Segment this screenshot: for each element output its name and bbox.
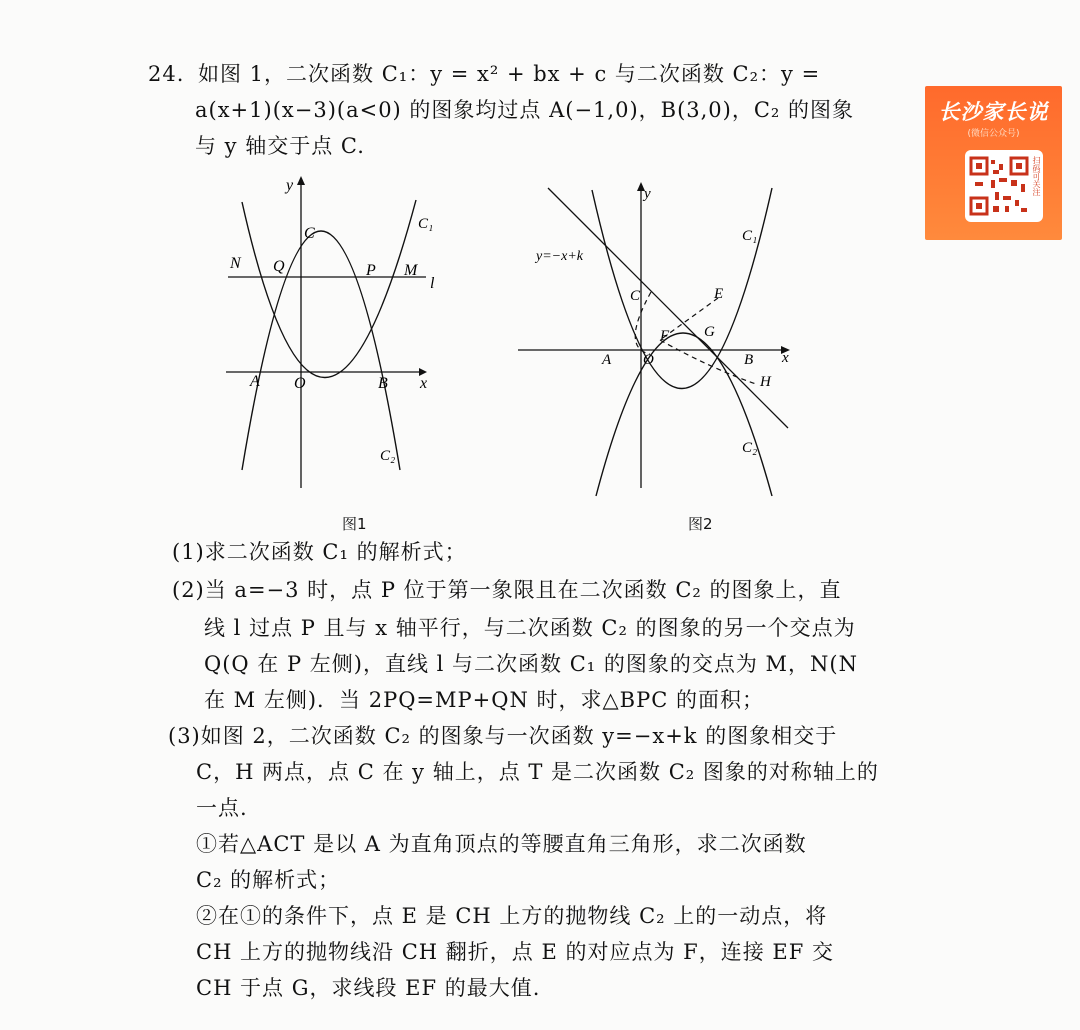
fig2-label-f: F: [660, 328, 670, 344]
question-3b-line3: CH 于点 G，求线段 EF 的最大值.: [196, 976, 541, 1000]
figure-1-caption: 图1: [342, 515, 367, 533]
question-3a-line2: C₂ 的解析式；: [196, 868, 341, 892]
fig1-label-a: A: [250, 373, 260, 390]
fig1-label-c: C: [304, 225, 315, 242]
problem-intro-line2: a(x+1)(x−3)(a<0) 的图象均过点 A(−1,0)，B(3,0)，C₂ 的图象: [195, 98, 855, 122]
badge-subtitle: (微信公众号): [967, 129, 1020, 139]
question-3b-line1: ②在①的条件下，点 E 是 CH 上方的抛物线 C₂ 上的一动点，将: [196, 904, 828, 928]
fig1-label-o: O: [294, 375, 306, 392]
fig1-y-arrow: [297, 176, 305, 185]
fig2-label-e: E: [714, 286, 724, 302]
fig2-label-c2: C₂: [742, 440, 758, 456]
fig1-parabola-c2: [242, 231, 400, 470]
question-3-line3: 一点.: [196, 796, 248, 820]
fig1-label-l: l: [430, 275, 435, 292]
question-1: (1)求二次函数 C₁ 的解析式；: [172, 540, 467, 564]
fig2-label-c: C: [630, 288, 641, 304]
wechat-badge[interactable]: [925, 86, 1062, 240]
fig1-label-m: M: [404, 262, 418, 279]
question-3-line1: (3)如图 2，二次函数 C₂ 的图象与一次函数 y=−x+k 的图象相交于: [168, 724, 838, 748]
fig2-label-b: B: [744, 352, 754, 368]
fig1-parabola-c1: [242, 200, 416, 378]
problem-intro-line3: 与 y 轴交于点 C.: [195, 134, 365, 158]
fig1-label-n: N: [230, 255, 241, 272]
figure-2: [510, 178, 810, 498]
fig1-label-c2: C₂: [380, 448, 396, 464]
figure-2-caption: 图2: [688, 515, 713, 533]
question-2-line1: (2)当 a=−3 时，点 P 位于第一象限且在二次函数 C₂ 的图象上，直: [172, 578, 842, 602]
question-3a-line1: ①若△ACT 是以 A 为直角顶点的等腰直角三角形，求二次函数: [196, 832, 807, 856]
fig1-label-y: y: [286, 177, 294, 194]
fig2-label-h: H: [760, 374, 771, 390]
fig2-line-ch: [548, 188, 788, 428]
fig2-label-c1: C₁: [742, 228, 758, 244]
fig2-line-label: y=−x+k: [536, 249, 583, 264]
fig1-label-b: B: [378, 375, 388, 392]
qr-code-icon[interactable]: [965, 150, 1043, 222]
fig2-label-a: A: [602, 352, 612, 368]
fig2-label-g: G: [704, 324, 715, 340]
problem-intro-line1: 如图 1，二次函数 C₁：y = x² + bx + c 与二次函数 C₂：y =: [198, 62, 821, 86]
figure-1: [220, 170, 460, 500]
fig1-label-x: x: [420, 375, 428, 392]
fig2-label-o: O: [643, 352, 654, 368]
question-3-line2: C，H 两点，点 C 在 y 轴上，点 T 是二次函数 C₂ 图象的对称轴上的: [196, 760, 879, 784]
fig1-label-p: P: [366, 262, 376, 279]
question-3b-line2: CH 上方的抛物线沿 CH 翻折，点 E 的对应点为 F，连接 EF 交: [196, 940, 834, 964]
question-2-line4: 在 M 左侧)．当 2PQ=MP+QN 时，求△BPC 的面积；: [204, 688, 764, 712]
fig1-label-c1: C₁: [418, 216, 434, 232]
question-2-line2: 线 l 过点 P 且与 x 轴平行，与二次函数 C₂ 的图象的另一个交点为: [204, 616, 856, 640]
fig2-label-x: x: [782, 350, 789, 366]
fig1-label-q: Q: [273, 258, 285, 275]
badge-side-text: 扫码可关注: [1032, 156, 1041, 196]
badge-title: 长沙家长说: [938, 100, 1049, 124]
fig2-label-y: y: [644, 186, 651, 202]
problem-number: 24.: [148, 62, 185, 86]
question-2-line3: Q(Q 在 P 左侧)，直线 l 与二次函数 C₁ 的图象的交点为 M，N(N: [204, 652, 858, 676]
